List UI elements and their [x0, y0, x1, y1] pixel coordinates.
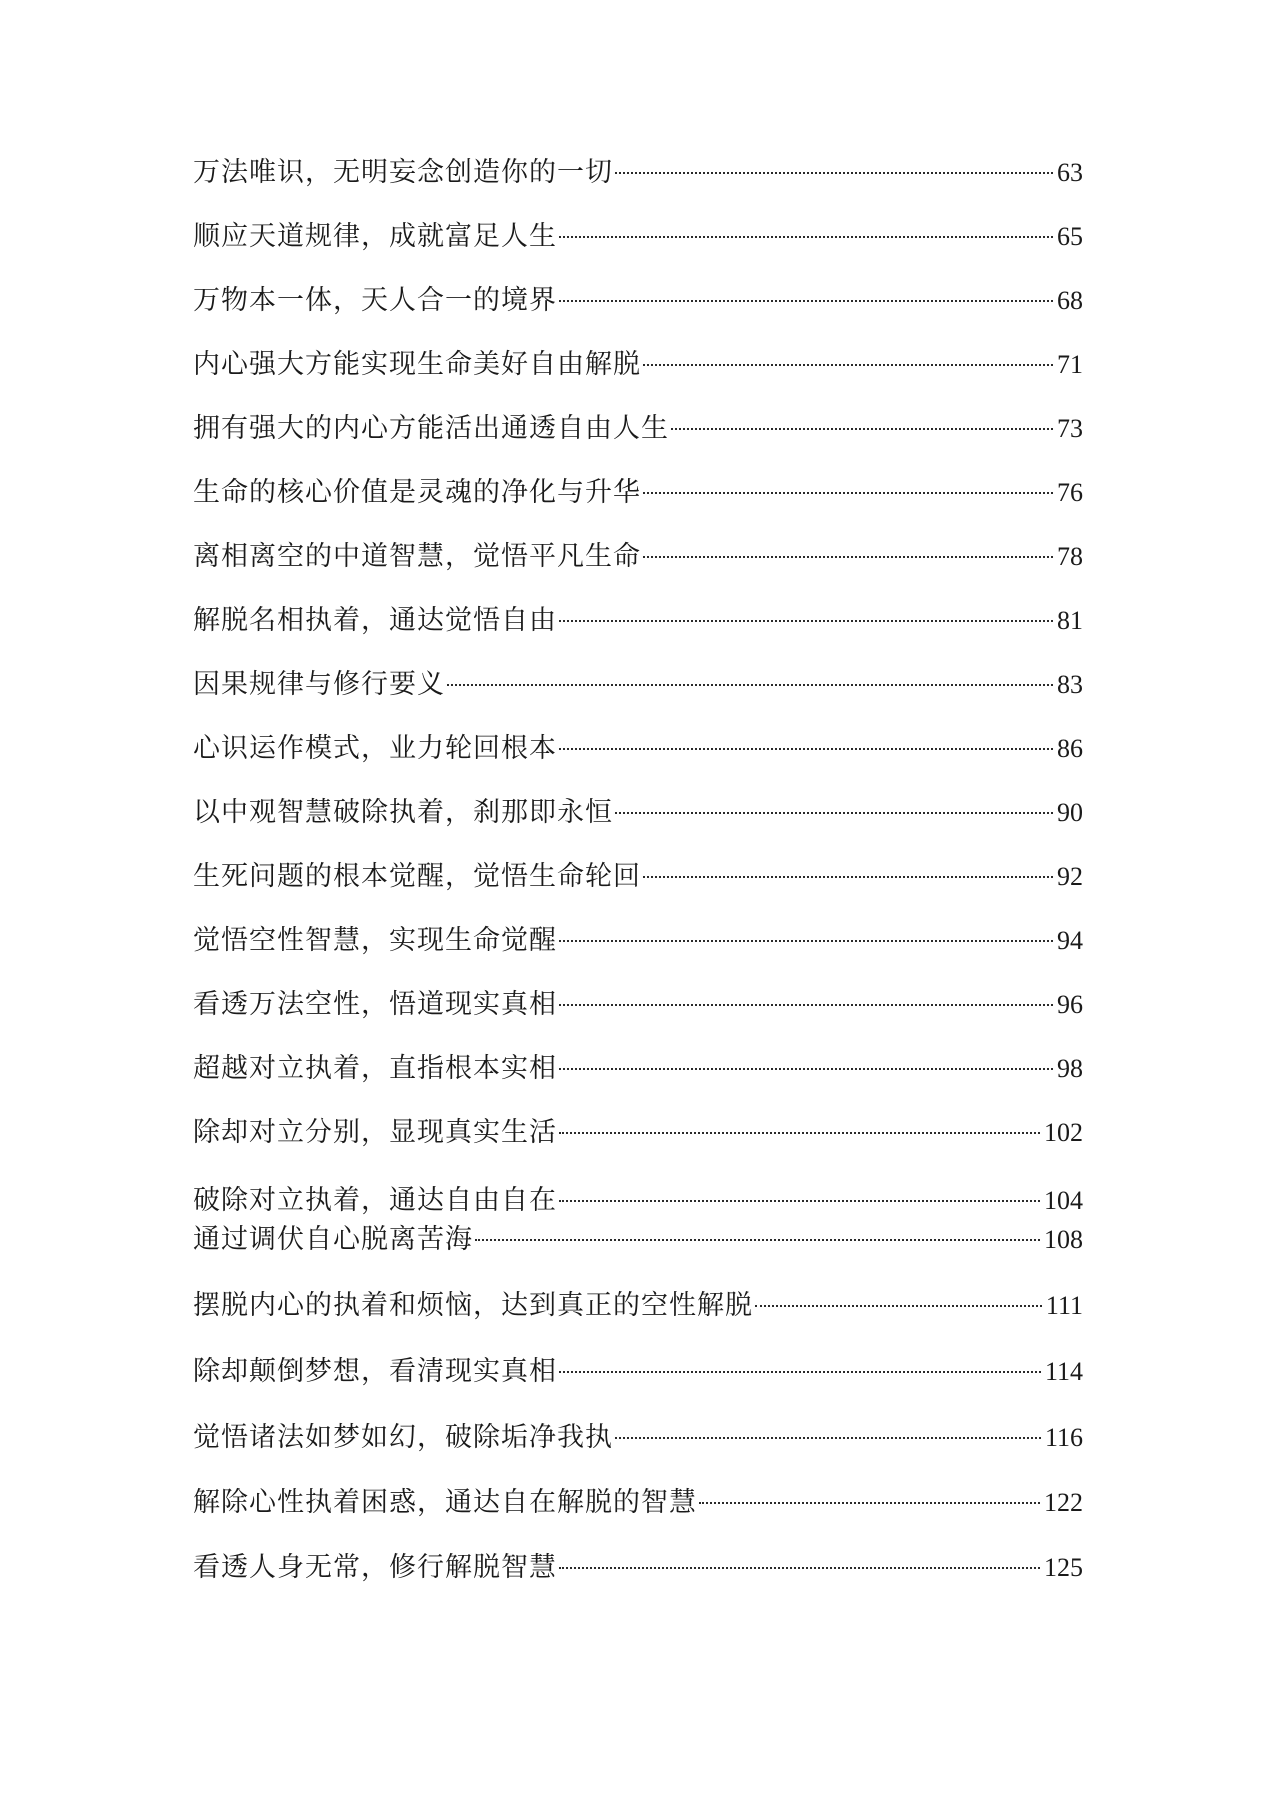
toc-entry-page: 78 — [1057, 542, 1083, 571]
toc-entry-title: 解除心性执着困惑，通达自在解脱的智慧 — [193, 1487, 697, 1518]
toc-entry-title: 因果规律与修行要义 — [193, 669, 445, 700]
toc-entry[interactable] — [193, 726, 1083, 771]
toc-entry-title: 摆脱内心的执着和烦恼，达到真正的空性解脱 — [193, 1290, 753, 1321]
toc-entry-page: 102 — [1044, 1118, 1083, 1147]
toc-entry[interactable] — [193, 534, 1083, 579]
toc-entry-title: 内心强大方能实现生命美好自由解脱 — [193, 349, 641, 380]
toc-entry-title: 顺应天道规律，成就富足人生 — [193, 221, 557, 252]
toc-entry-page: 92 — [1057, 862, 1083, 891]
toc-entry-page: 116 — [1044, 1423, 1083, 1452]
toc-dot-leader — [559, 236, 1053, 238]
toc-entry-title: 万法唯识，无明妄念创造你的一切 — [193, 157, 613, 188]
toc-entry-title: 看透万法空性，悟道现实真相 — [193, 989, 557, 1020]
toc-entry[interactable] — [193, 1349, 1083, 1394]
toc-entry-page: 98 — [1057, 1054, 1083, 1083]
toc-entry[interactable] — [193, 1545, 1083, 1590]
toc-entry[interactable] — [193, 1480, 1083, 1525]
toc-entry-title: 觉悟空性智慧，实现生命觉醒 — [193, 925, 557, 956]
toc-entry[interactable] — [193, 1217, 1083, 1262]
toc-entry[interactable] — [193, 1283, 1083, 1328]
toc-entry-page: 94 — [1057, 926, 1083, 955]
toc-dot-leader — [559, 1371, 1041, 1373]
toc-entry-title: 除却对立分别，显现真实生活 — [193, 1117, 557, 1148]
toc-dot-leader — [559, 300, 1053, 302]
toc-entry-page: 83 — [1057, 670, 1083, 699]
toc-dot-leader — [475, 1239, 1040, 1241]
toc-dot-leader — [559, 1567, 1040, 1569]
toc-entry[interactable] — [193, 470, 1083, 515]
toc-dot-leader — [559, 940, 1053, 942]
toc-entry-title: 生死问题的根本觉醒，觉悟生命轮回 — [193, 861, 641, 892]
toc-entry-title: 觉悟诸法如梦如幻，破除垢净我执 — [193, 1422, 613, 1453]
toc-entry[interactable] — [193, 342, 1083, 387]
toc-entry[interactable] — [193, 214, 1083, 259]
toc-entry-page: 63 — [1057, 158, 1083, 187]
toc-entry-page: 114 — [1044, 1357, 1083, 1386]
toc-entry-title: 以中观智慧破除执着，刹那即永恒 — [193, 797, 613, 828]
toc-dot-leader — [559, 1004, 1053, 1006]
toc-entry-page: 81 — [1057, 606, 1083, 635]
toc-entry-page: 111 — [1045, 1291, 1083, 1320]
toc-entry-title: 离相离空的中道智慧，觉悟平凡生命 — [193, 541, 641, 572]
toc-dot-leader — [559, 748, 1053, 750]
toc-entry-page: 76 — [1057, 478, 1083, 507]
toc-dot-leader — [671, 428, 1053, 430]
toc-entry-page: 122 — [1044, 1488, 1083, 1517]
toc-dot-leader — [559, 620, 1053, 622]
toc-entry-title: 看透人身无常，修行解脱智慧 — [193, 1552, 557, 1583]
toc-entry-title: 万物本一体，天人合一的境界 — [193, 285, 557, 316]
toc-entry-title: 超越对立执着，直指根本实相 — [193, 1053, 557, 1084]
toc-entry-page: 71 — [1057, 350, 1083, 379]
toc-dot-leader — [559, 1068, 1053, 1070]
toc-dot-leader — [643, 556, 1053, 558]
toc-dot-leader — [615, 1437, 1041, 1439]
toc-entry-page: 96 — [1057, 990, 1083, 1019]
toc-entry-title: 生命的核心价值是灵魂的净化与升华 — [193, 477, 641, 508]
toc-entry-page: 73 — [1057, 414, 1083, 443]
toc-entry-page: 125 — [1044, 1553, 1083, 1582]
toc-entry-title: 除却颠倒梦想，看清现实真相 — [193, 1356, 557, 1387]
toc-entry-title: 通过调伏自心脱离苦海 — [193, 1224, 473, 1255]
toc-entry[interactable] — [193, 1110, 1083, 1155]
toc-entry[interactable] — [193, 598, 1083, 643]
toc-dot-leader — [755, 1305, 1042, 1307]
toc-entry[interactable] — [193, 278, 1083, 323]
toc-entry[interactable] — [193, 918, 1083, 963]
toc-entry-title: 拥有强大的内心方能活出通透自由人生 — [193, 413, 669, 444]
toc-entry-page: 68 — [1057, 286, 1083, 315]
toc-entry[interactable] — [193, 150, 1083, 195]
toc-dot-leader — [643, 492, 1053, 494]
toc-dot-leader — [643, 364, 1053, 366]
toc-dot-leader — [699, 1502, 1040, 1504]
toc-entry[interactable] — [193, 406, 1083, 451]
toc-dot-leader — [447, 684, 1053, 686]
toc-entry[interactable] — [193, 1415, 1083, 1460]
toc-dot-leader — [559, 1200, 1040, 1202]
toc-entry-title: 破除对立执着，通达自由自在 — [193, 1185, 557, 1216]
toc-entry-page: 65 — [1057, 222, 1083, 251]
toc-entry-title: 解脱名相执着，通达觉悟自由 — [193, 605, 557, 636]
toc-entry-title: 心识运作模式，业力轮回根本 — [193, 733, 557, 764]
toc-dot-leader — [643, 876, 1053, 878]
toc-entry-page: 86 — [1057, 734, 1083, 763]
table-of-contents — [193, 150, 1083, 1583]
toc-entry[interactable] — [193, 1046, 1083, 1091]
toc-entry[interactable] — [193, 854, 1083, 899]
toc-entry[interactable] — [193, 982, 1083, 1027]
toc-entry-page: 90 — [1057, 798, 1083, 827]
toc-entry[interactable] — [193, 662, 1083, 707]
toc-dot-leader — [615, 812, 1053, 814]
toc-dot-leader — [559, 1132, 1040, 1134]
toc-entry[interactable] — [193, 790, 1083, 835]
toc-entry-page: 104 — [1044, 1186, 1083, 1215]
toc-entry-page: 108 — [1044, 1225, 1083, 1254]
toc-dot-leader — [615, 172, 1053, 174]
